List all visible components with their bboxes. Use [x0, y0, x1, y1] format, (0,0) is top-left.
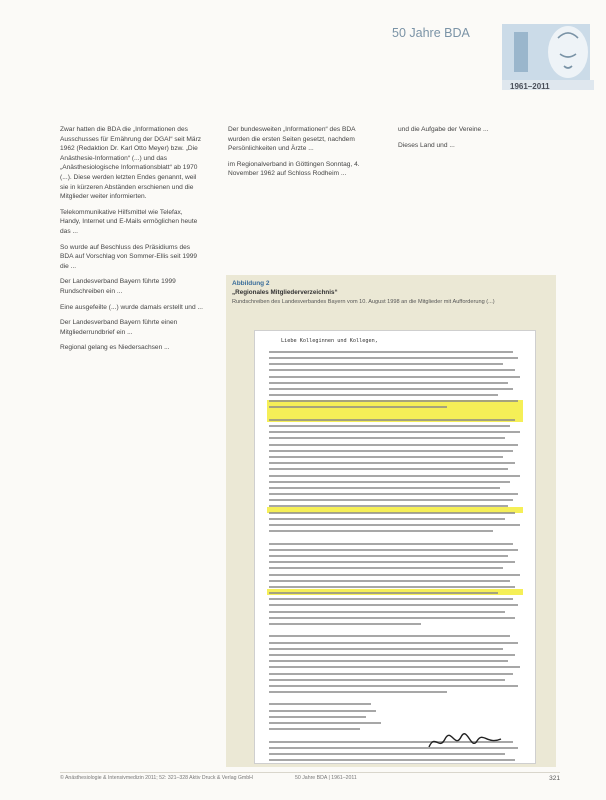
- logo-title: 50 Jahre BDA: [392, 26, 470, 40]
- letter-text-line: [269, 399, 518, 405]
- letter-text-line: [269, 448, 513, 454]
- letter-text-line: [269, 566, 503, 572]
- letter-text-line: [269, 609, 505, 615]
- letter-text-line: [269, 553, 508, 559]
- letter-text-line: [269, 621, 421, 627]
- letter-text-line: [269, 714, 366, 720]
- page-header: [0, 0, 606, 96]
- letter-text-line: [269, 479, 510, 485]
- footer-source: © Anästhesiologie & Intensivmedizin 2011; 52: 321–328 Aktiv Druck & Verlag GmbH: [60, 775, 253, 781]
- letter-text-line: [269, 417, 515, 423]
- page-number: 321: [549, 775, 560, 782]
- letter-text-line: [269, 454, 503, 460]
- letter-text-line: [269, 559, 515, 565]
- letter-text-line: [269, 467, 508, 473]
- figure-title: „Regionales Mitgliederverzeichnis“: [232, 289, 338, 296]
- letter-text-line: [269, 757, 515, 763]
- paragraph: Zwar hatten die BDA die „Informationen des Ausschusses für Ernährung der DGAI“ seit März 1962 (Redaktion Dr. Karl Otto Meyer) bzw. „Die Anästhesie-Information“ (...) und das „Anästhesiologische Informationsblatt“ ab 1970 (...). Diese werden letzten Endes genannt, weil sie in kürzeren Abständen erschienen und die Mitglieder weiter informierten.: [60, 126, 202, 201]
- letter-body: [269, 349, 523, 764]
- letter-text-line: [269, 634, 510, 640]
- letter-text-line: [269, 349, 513, 355]
- text-column-2: [228, 125, 372, 185]
- letter-text-line: [269, 386, 513, 392]
- paragraph: Regional gelang es Niedersachsen ...: [60, 344, 170, 352]
- letter-text-line: [269, 658, 508, 664]
- page-footer: [60, 775, 560, 787]
- letter-text-line: [269, 522, 520, 528]
- paragraph: Eine ausgefeilte (...) wurde damals erstellt und ...: [60, 303, 203, 311]
- letter-text-line: [269, 485, 500, 491]
- footer-rule: [60, 772, 560, 773]
- letter-text-line: [269, 578, 510, 584]
- paragraph: im Regionalverband in Göttingen Sonntag, 4. November 1962 auf Schloss Rodheim ...: [228, 160, 360, 178]
- letter-text-line: [269, 584, 515, 590]
- letter-text-line: [269, 671, 513, 677]
- text-column-3: [398, 125, 544, 156]
- paragraph: Der Landesverband Bayern führte einen Mitgliederrundbrief ein ...: [60, 319, 178, 336]
- letter-text-line: [269, 677, 505, 683]
- letter-text-line: [269, 590, 498, 596]
- letter-text-line: [269, 368, 515, 374]
- paragraph: Telekommunikative Hilfsmittel wie Telefax, Handy, Internet und E-Mails ermöglichen heute das ...: [60, 208, 198, 235]
- letter-text-line: [269, 436, 505, 442]
- letter-text-line: [269, 528, 493, 534]
- letter-text-line: [269, 683, 518, 689]
- letter-text-line: [269, 460, 515, 466]
- paragraph: So wurde auf Beschluss des Präsidiums des BDA auf Vorschlag von Sommer-Ellis seit 1999 die ...: [60, 243, 198, 270]
- letter-text-line: [269, 640, 518, 646]
- scanned-letter: [254, 330, 536, 764]
- letter-text-line: [269, 665, 520, 671]
- paragraph: Der bundesweiten „Informationen“ des BDA wurden die ersten Seiten gesetzt, nachdem Persönlichkeiten und Ärzte ...: [228, 126, 356, 153]
- letter-text-line: [269, 646, 503, 652]
- letter-text-line: [269, 726, 360, 732]
- letter-text-line: [269, 380, 508, 386]
- letter-text-line: [269, 720, 381, 726]
- letter-text-line: [269, 541, 513, 547]
- letter-text-line: [269, 547, 518, 553]
- letter-text-line: [269, 615, 515, 621]
- letter-text-line: [269, 473, 520, 479]
- figure-label: Abbildung 2: [232, 280, 270, 287]
- letter-text-line: [269, 361, 503, 367]
- letter-greeting: Liebe Kolleginnen und Kollegen,: [281, 338, 378, 344]
- signature-icon: [425, 731, 505, 753]
- letter-text-line: [269, 516, 505, 522]
- letter-text-line: [269, 708, 376, 714]
- text-column-1: [60, 125, 204, 359]
- logo-years: 1961–2011: [510, 82, 550, 91]
- letter-text-line: [269, 597, 513, 603]
- letter-text-line: [269, 442, 518, 448]
- letter-text-line: [269, 603, 518, 609]
- letter-text-line: [269, 423, 510, 429]
- letter-text-line: [269, 504, 508, 510]
- letter-text-line: [269, 510, 515, 516]
- paragraph: Der Landesverband Bayern führte 1999 Rundschreiben ein ...: [60, 278, 176, 295]
- letter-text-line: [269, 652, 515, 658]
- letter-text-line: [269, 689, 447, 695]
- letter-text-line: [269, 429, 520, 435]
- paragraph: und die Aufgabe der Vereine ...: [398, 126, 489, 133]
- footer-title: 50 Jahre BDA | 1961–2011: [295, 775, 357, 781]
- letter-text-line: [269, 498, 513, 504]
- letter-text-line: [269, 702, 371, 708]
- figure-caption: Rundschreiben des Landesverbandes Bayern vom 10. August 1998 an die Mitglieder mit Aufforderung (...): [232, 299, 495, 305]
- letter-text-line: [269, 572, 520, 578]
- letter-text-line: [269, 392, 498, 398]
- letter-text-line: [269, 405, 447, 411]
- letter-text-line: [269, 374, 520, 380]
- letter-text-line: [269, 355, 518, 361]
- letter-text-line: [269, 491, 518, 497]
- paragraph: Dieses Land und ...: [398, 141, 455, 149]
